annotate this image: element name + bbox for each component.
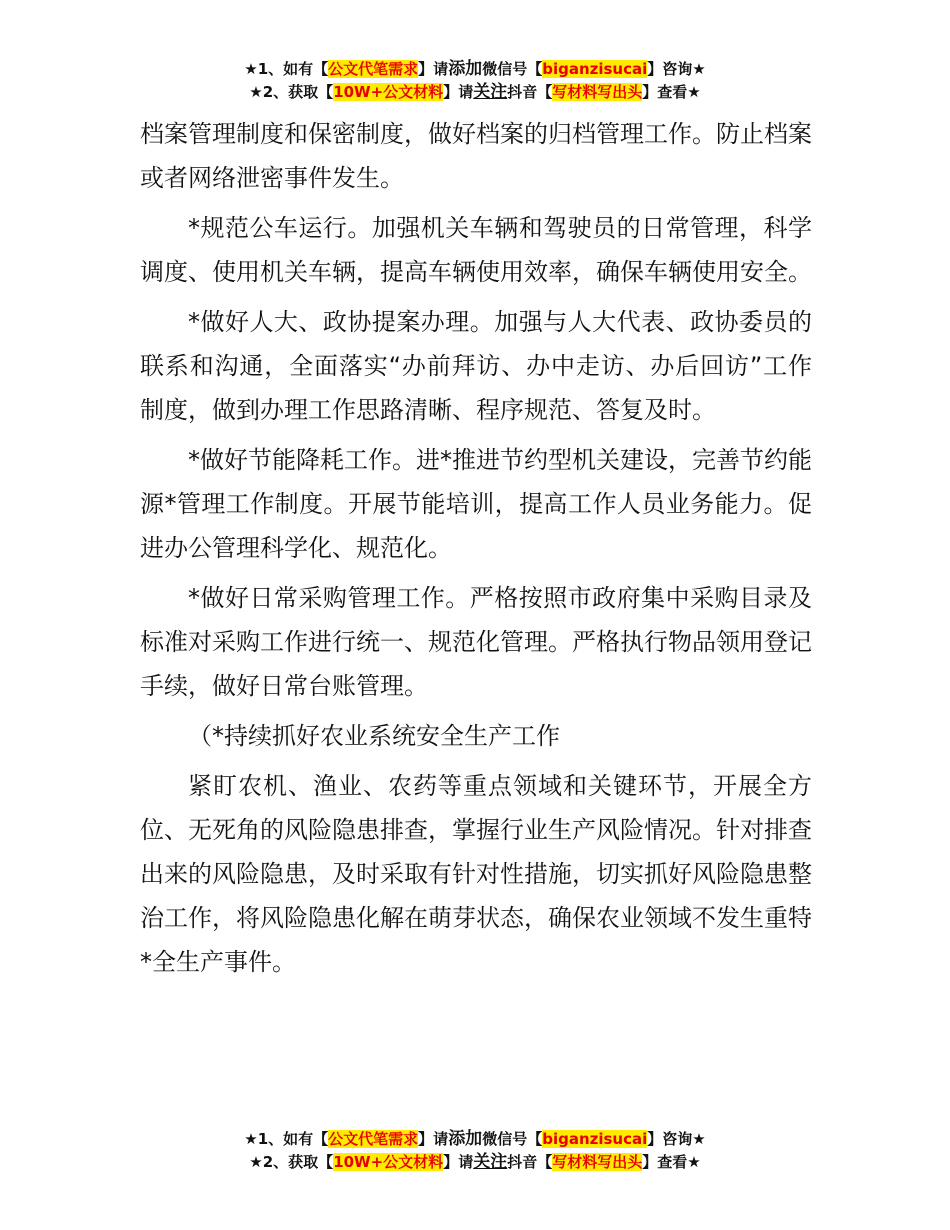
header-line-2 — [0, 81, 950, 104]
highlight-text: 10W+公文材料 — [333, 83, 444, 101]
wechat-id: biganzisucai — [542, 60, 648, 78]
header-text: ★1、如有【 — [244, 60, 329, 78]
footer-text: ★2、获取【 — [249, 1153, 334, 1171]
footer-text: 微信号【 — [482, 1130, 543, 1148]
highlight-text: 10W+公文材料 — [333, 1153, 444, 1171]
footer-text: 】查看★ — [642, 1153, 701, 1171]
header-text: 抖音【 — [507, 83, 553, 101]
footer-line-1 — [0, 1128, 950, 1151]
header-line-1 — [0, 58, 950, 81]
section-heading: （*持续抓好农业系统安全生产工作 — [188, 722, 560, 750]
footer-text: 】请 — [443, 1153, 474, 1171]
header-text: 关注 — [473, 82, 508, 102]
paragraph: 紧盯农机、渔业、农药等重点领域和关键环节，开展全方位、无死角的风险隐患排查，掌握行业生产风险情况。针对排查出来的风险隐患，及时采取有针对性措施，切实抓好风险隐患整治工作，将风险隐患化解在萌芽状态，确保农业领域不发生重特*全生产事件。 — [140, 772, 812, 976]
highlight-text: 公文代笔需求 — [328, 1130, 419, 1148]
footer-text: 关注 — [473, 1152, 508, 1172]
header-text: 】咨询★ — [647, 60, 706, 78]
footer-text: 添加 — [448, 1129, 483, 1149]
wechat-id: biganzisucai — [542, 1130, 648, 1148]
footer-text: 】请 — [418, 1130, 449, 1148]
header-text: 添加 — [448, 59, 483, 79]
header-banner — [0, 58, 950, 104]
header-text: 】查看★ — [642, 83, 701, 101]
header-text: 】请 — [418, 60, 449, 78]
highlight-text: 公文代笔需求 — [328, 60, 419, 78]
paragraph: *规范公车运行。加强机关车辆和驾驶员的日常管理，科学调度、使用机关车辆，提高车辆使用效率，确保车辆使用安全。 — [140, 214, 812, 286]
footer-text: 】咨询★ — [647, 1130, 706, 1148]
paragraph: *做好节能降耗工作。进*推进节约型机关建设，完善节约能源*管理工作制度。开展节能培训，提高工作人员业务能力。促进办公管理科学化、规范化。 — [140, 446, 812, 562]
paragraph: 档案管理制度和保密制度，做好档案的归档管理工作。防止档案或者网络泄密事件发生。 — [140, 120, 812, 192]
douyin-name: 写材料写出头 — [552, 1153, 643, 1171]
document-body — [140, 112, 812, 990]
paragraph: *做好人大、政协提案办理。加强与人大代表、政协委员的联系和沟通，全面落实“办前拜访、办中走访、办后回访”工作制度，做到办理工作思路清晰、程序规范、答复及时。 — [140, 308, 812, 424]
footer-text: 抖音【 — [507, 1153, 553, 1171]
header-text: 】请 — [443, 83, 474, 101]
footer-line-2 — [0, 1151, 950, 1174]
footer-banner — [0, 1128, 950, 1174]
douyin-name: 写材料写出头 — [552, 83, 643, 101]
header-text: 微信号【 — [482, 60, 543, 78]
paragraph: *做好日常采购管理工作。严格按照市政府集中采购目录及标准对采购工作进行统一、规范化管理。严格执行物品领用登记手续，做好日常台账管理。 — [140, 584, 812, 700]
footer-text: ★1、如有【 — [244, 1130, 329, 1148]
header-text: ★2、获取【 — [249, 83, 334, 101]
